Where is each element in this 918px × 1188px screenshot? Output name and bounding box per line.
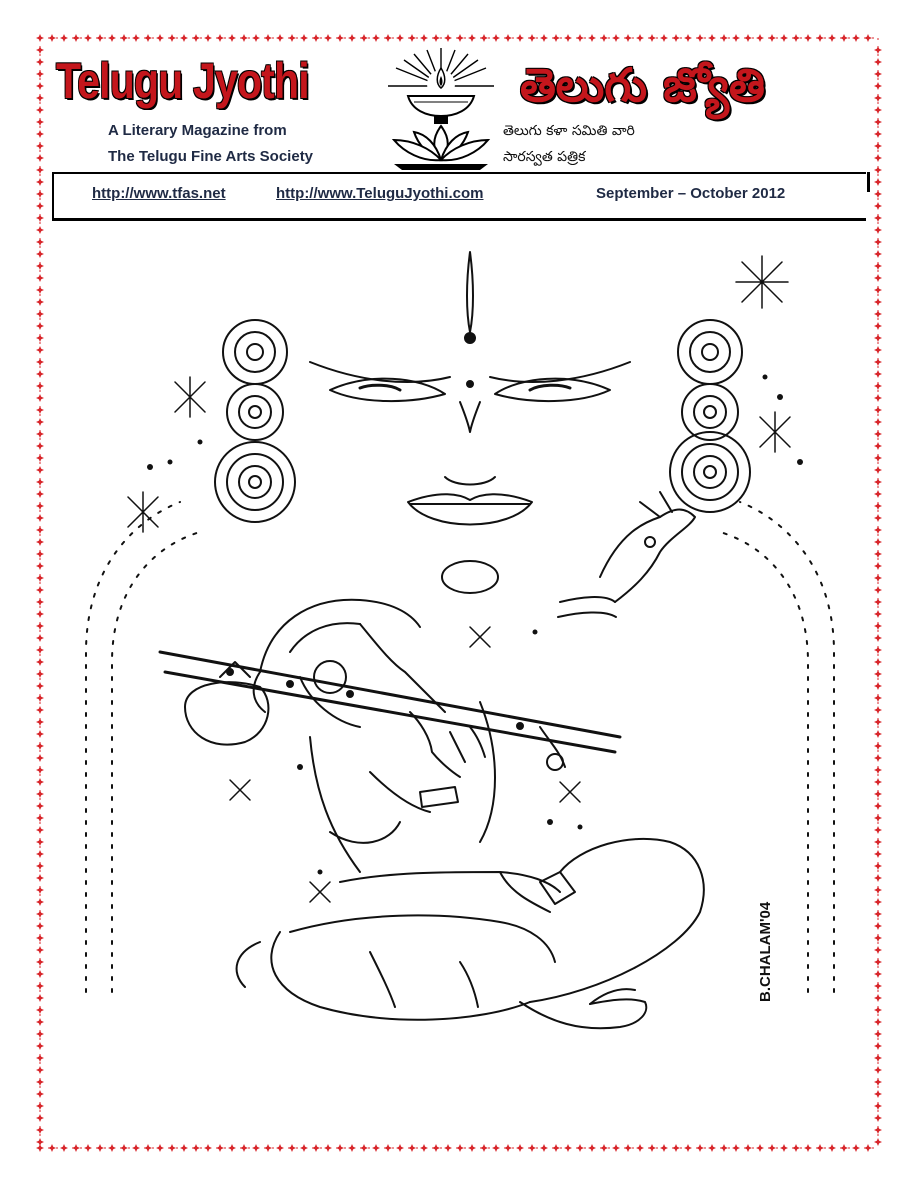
krishna-playing-flute-illustration bbox=[60, 232, 860, 1062]
masthead-title-telugu: తెలుగు జ్యోతి bbox=[520, 58, 765, 112]
tfas-website-link[interactable]: http://www.tfas.net bbox=[92, 185, 226, 202]
subtitle-telugu-line2: సారస్వత పత్రిక bbox=[503, 149, 586, 165]
oil-lamp-on-lotus-icon bbox=[384, 46, 498, 174]
header-bar-corner bbox=[867, 172, 870, 192]
subtitle-english-line2: The Telugu Fine Arts Society bbox=[108, 148, 314, 165]
subtitle-telugu-line1: తెలుగు కళా సమితి వారి bbox=[503, 123, 635, 139]
artist-signature: B.CHALAM'04 bbox=[757, 901, 774, 1002]
telugujyothi-website-link[interactable]: http://www.TeluguJyothi.com bbox=[276, 185, 484, 202]
subtitle-english-line1: A Literary Magazine from bbox=[108, 122, 287, 139]
masthead-title-english: Telugu Jyothi bbox=[56, 53, 309, 109]
issue-date: September – October 2012 bbox=[596, 185, 786, 202]
